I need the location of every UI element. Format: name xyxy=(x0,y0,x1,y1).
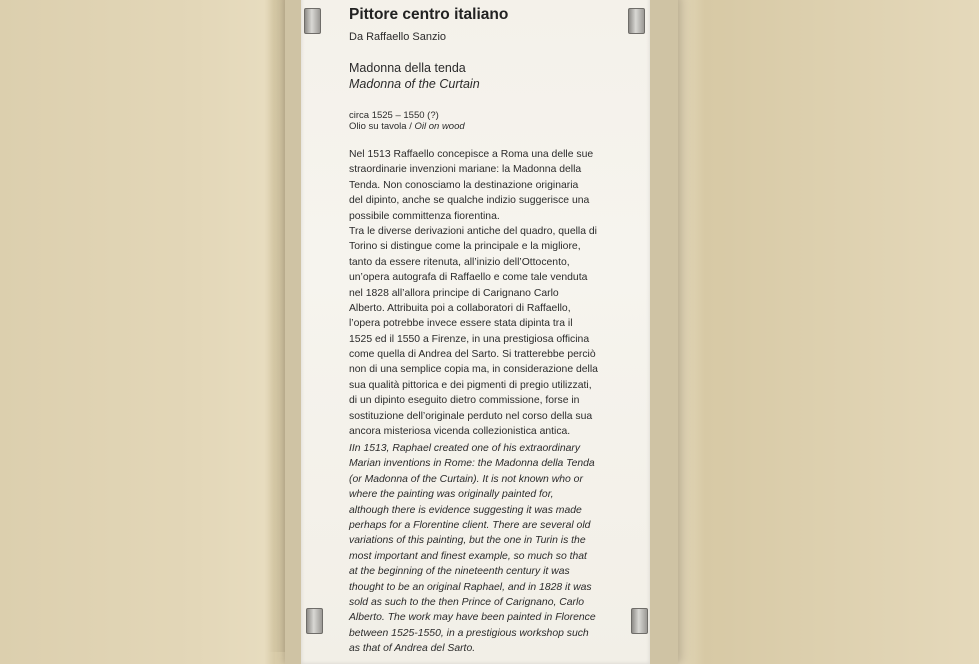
work-title-english: Madonna of the Curtain xyxy=(349,77,480,91)
english-text-line: Marian inventions in Rome: the Madonna della Tenda xyxy=(349,458,595,470)
italian-text-line: l’opera potrebbe invece essere stata dipinta tra il xyxy=(349,318,573,330)
italian-text-line: straordinarie invenzioni mariane: la Madonna della xyxy=(349,164,582,176)
italian-text-line: nel 1828 all’allora principe di Carignano Carlo xyxy=(349,287,559,299)
english-text-line: IIn 1513, Raphael created one of his extraordinary xyxy=(349,443,581,454)
italian-text-line: Nel 1513 Raffaello concepisce a Roma una delle sue xyxy=(349,149,594,160)
italian-text-line: sostituzione dell’originale perduto nel corso della sua xyxy=(349,410,593,422)
medium-line xyxy=(349,121,465,132)
english-text-line: sold as such to the then Prince of Carignano, Carlo xyxy=(349,596,585,608)
italian-text-line: 1525 ed il 1550 a Firenze, in una prestigiosa officina xyxy=(349,333,590,345)
italian-text-line: possibile committenza fiorentina. xyxy=(349,210,500,222)
italian-text-line: non di una semplice copia ma, in considerazione della xyxy=(349,364,598,376)
english-text-line: variations of this painting, but the one in Turin is the xyxy=(349,535,586,547)
english-text-line: between 1525-1550, in a prestigious workshop such xyxy=(349,627,589,639)
mounting-clip-bottom-right xyxy=(631,608,648,634)
medium-italian: Olio su tavola / xyxy=(349,121,415,132)
artist-title: Pittore centro italiano xyxy=(349,6,509,23)
english-text-line: Alberto. The work may have been painted in Florence xyxy=(349,612,596,624)
italian-text-line: sua qualità pittorica e dei pigmenti di pregio utilizzati, xyxy=(349,379,592,391)
italian-text-line: ancora misteriosa vicenda collezionistica antica. xyxy=(349,426,571,438)
date-line: circa 1525 – 1550 (?) xyxy=(349,110,439,121)
english-text-line: (or Madonna of the Curtain). It is not known who or xyxy=(349,473,583,485)
english-text-line: thought to be an original Raphael, and in 1828 it was xyxy=(349,581,592,593)
work-title-italian: Madonna della tenda xyxy=(349,61,466,75)
italian-text-line: come quella di Andrea del Sarto. Si tratterebbe perciò xyxy=(349,349,596,361)
italian-text-line: Alberto. Attribuita poi a collaboratori di Raffaello, xyxy=(349,302,571,314)
medium-english: Oil on wood xyxy=(414,121,465,132)
english-text-line: although there is evidence suggesting it was made xyxy=(349,504,582,516)
attribution: Da Raffaello Sanzio xyxy=(349,31,447,43)
italian-text-line: un’opera autografa di Raffaello e come tale venduta xyxy=(349,272,588,284)
italian-text-line: del dipinto, anche se qualche indizio suggerisce una xyxy=(349,195,590,207)
english-description xyxy=(349,441,631,656)
italian-text-line: Tra le diverse derivazioni antiche del quadro, quella di xyxy=(349,225,597,237)
mounting-clip-top-left xyxy=(304,8,321,34)
italian-description xyxy=(349,147,631,439)
english-text-line: where the painting was originally painted for, xyxy=(349,489,554,501)
mounting-clip-top-right xyxy=(628,8,645,34)
italian-text-line: tanto da essere ritenuta, all’inizio dell’Ottocento, xyxy=(349,256,570,268)
italian-text-line: di un dipinto eseguito dietro commissione, forse in xyxy=(349,395,580,407)
english-text-line: most important and finest example, so much so that xyxy=(349,550,587,562)
english-text-line: as that of Andrea del Sarto. xyxy=(349,643,476,655)
english-text-line: at the beginning of the nineteenth century it was xyxy=(349,566,570,578)
italian-text-line: Tenda. Non conosciamo la destinazione originaria xyxy=(349,179,579,191)
italian-text-line: Torino si distingue come la principale e la migliore, xyxy=(349,241,581,253)
english-text-line: perhaps for a Florentine client. There are several old xyxy=(349,519,591,531)
mounting-clip-bottom-left xyxy=(306,608,323,634)
